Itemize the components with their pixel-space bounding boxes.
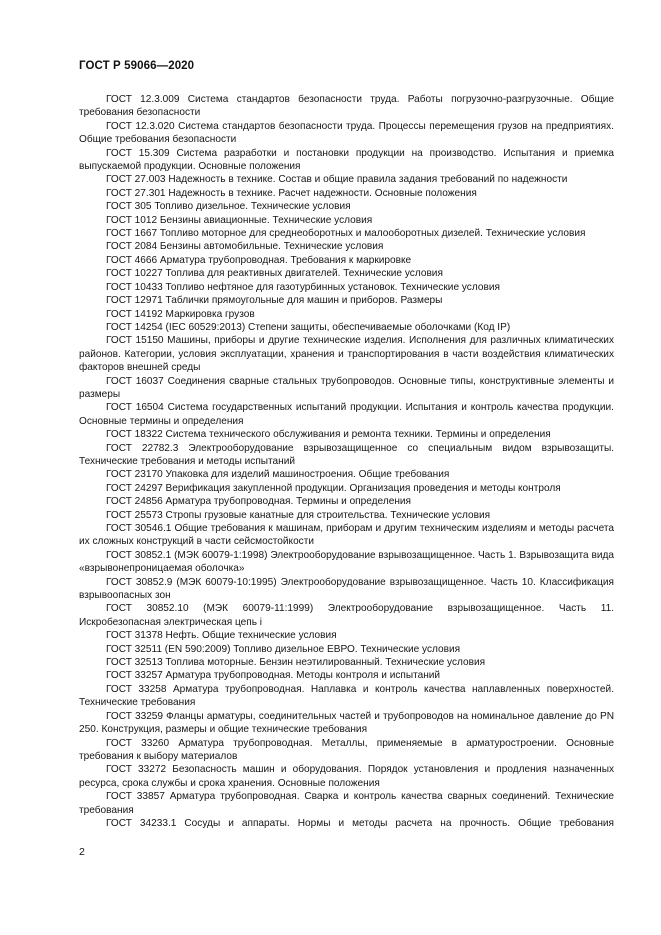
reference-item: ГОСТ 31378 Нефть. Общие технические условия [106,630,337,642]
reference-item: ГОСТ 33259 Фланцы арматуры, соединительных частей и трубопроводов на номинальное давление до PN 250. Конструкция, размеры и общие технические требования [79,710,614,736]
reference-item: ГОСТ 22782.3 Электрооборудование взрывозащищенное со специальным видом взрывозащиты. Технические требования и методы испытаний [79,442,614,467]
reference-item: ГОСТ 12971 Таблички прямоугольные для машин и приборов. Размеры [106,295,443,307]
reference-item: ГОСТ 4666 Арматура трубопроводная. Требования к маркировке [106,254,412,266]
reference-item: ГОСТ 34233.1 Сосуды и аппараты. Нормы и методы расчета на прочность. Общие требования [106,817,614,829]
reference-item: ГОСТ 30852.9 (МЭК 60079-10:1995) Электрооборудование взрывозащищенное. Часть 10. Классификация взрывоопасных зон [79,576,614,602]
normative-references-list [79,93,614,830]
reference-item: ГОСТ 33257 Арматура трубопроводная. Методы контроля и испытаний [106,670,441,682]
reference-item: ГОСТ 15.309 Система разработки и постановки продукции на производство. Испытания и приемка выпускаемой продукции. Основные положения [79,147,614,173]
reference-item: ГОСТ 32513 Топлива моторные. Бензин неэтилированный. Технические условия [106,657,486,669]
reference-item: ГОСТ 32511 (EN 590:2009) Топливо дизельное ЕВРО. Технические условия [106,643,461,655]
reference-item: ГОСТ 33258 Арматура трубопроводная. Наплавка и контроль качества наплавленных поверхностей. Технические требования [79,683,614,709]
reference-item: ГОСТ 12.3.020 Система стандартов безопасности труда. Процессы перемещения грузов на предприятиях. Общие требования безопасности [79,120,614,146]
reference-item: ГОСТ 14192 Маркировка грузов [106,308,255,320]
reference-item: ГОСТ 27.003 Надежность в технике. Состав и общие правила задания требований по надежности [106,174,568,186]
reference-item: ГОСТ 33272 Безопасность машин и оборудования. Порядок установления и продления назначенных ресурса, срока службы и срока хранения. Основные положения [79,764,614,789]
reference-item: ГОСТ 30852.10 (МЭК 60079-11:1999) Электрооборудование взрывозащищенное. Часть 11. Искробезопасная электрическая цепь i [79,603,614,628]
reference-item: ГОСТ 14254 (IEC 60529:2013) Степени защиты, обеспечиваемые оболочками (Код IP) [106,321,511,333]
reference-item: ГОСТ 23170 Упаковка для изделий машиностроения. Общие требования [106,469,450,481]
reference-item: ГОСТ 1667 Топливо моторное для среднеоборотных и малооборотных дизелей. Технические условия [106,228,586,240]
reference-item: ГОСТ 24856 Арматура трубопроводная. Термины и определения [106,496,412,508]
reference-item: ГОСТ 1012 Бензины авиационные. Технические условия [106,214,373,226]
reference-item: ГОСТ 25573 Стропы грузовые канатные для строительства. Технические условия [106,509,491,521]
reference-item: ГОСТ 15150 Машины, приборы и другие технические изделия. Исполнения для различных климатических районов. Категории, условия эксплуатации, хранения и транспортирования в части воздействия климатических факторов внешней среды [79,335,614,374]
document-id-header: ГОСТ Р 59066—2020 [79,60,195,72]
reference-item: ГОСТ 33260 Арматура трубопроводная. Металлы, применяемые в арматуростроении. Основные требования к выбору материалов [79,737,614,762]
reference-item: ГОСТ 16504 Система государственных испытаний продукции. Испытания и контроль качества продукции. Основные термины и определения [79,402,614,427]
reference-item: ГОСТ 16037 Соединения сварные стальных трубопроводов. Основные типы, конструктивные элементы и размеры [79,375,614,400]
reference-item: ГОСТ 10227 Топлива для реактивных двигателей. Технические условия [106,268,443,280]
page-number: 2 [79,846,85,858]
reference-item: ГОСТ 2084 Бензины автомобильные. Технические условия [106,241,384,253]
reference-item: ГОСТ 33857 Арматура трубопроводная. Сварка и контроль качества сварных соединений. Технические требования [79,791,614,816]
reference-item: ГОСТ 12.3.009 Система стандартов безопасности труда. Работы погрузочно-разгрузочные. Общие требования безопасности [79,94,614,119]
reference-item: ГОСТ 27.301 Надежность в технике. Расчет надежности. Основные положения [106,187,477,199]
reference-item: ГОСТ 30852.1 (МЭК 60079-1:1998) Электрооборудование взрывозащищенное. Часть 1. Взрывозащита вида «взрывонепроницаемая оболочка» [79,549,614,575]
reference-item: ГОСТ 18322 Система технического обслуживания и ремонта техники. Термины и определения [106,429,551,441]
reference-item: ГОСТ 10433 Топливо нефтяное для газотурбинных установок. Технические условия [106,281,500,293]
reference-item: ГОСТ 30546.1 Общие требования к машинам, приборам и другим техническим изделиям и методы расчета их сложных конструкций в части сейсмостойкости [79,523,614,548]
reference-item: ГОСТ 305 Топливо дизельное. Технические условия [106,201,351,213]
reference-item: ГОСТ 24297 Верификация закупленной продукции. Организация проведения и методы контроля [106,482,561,494]
